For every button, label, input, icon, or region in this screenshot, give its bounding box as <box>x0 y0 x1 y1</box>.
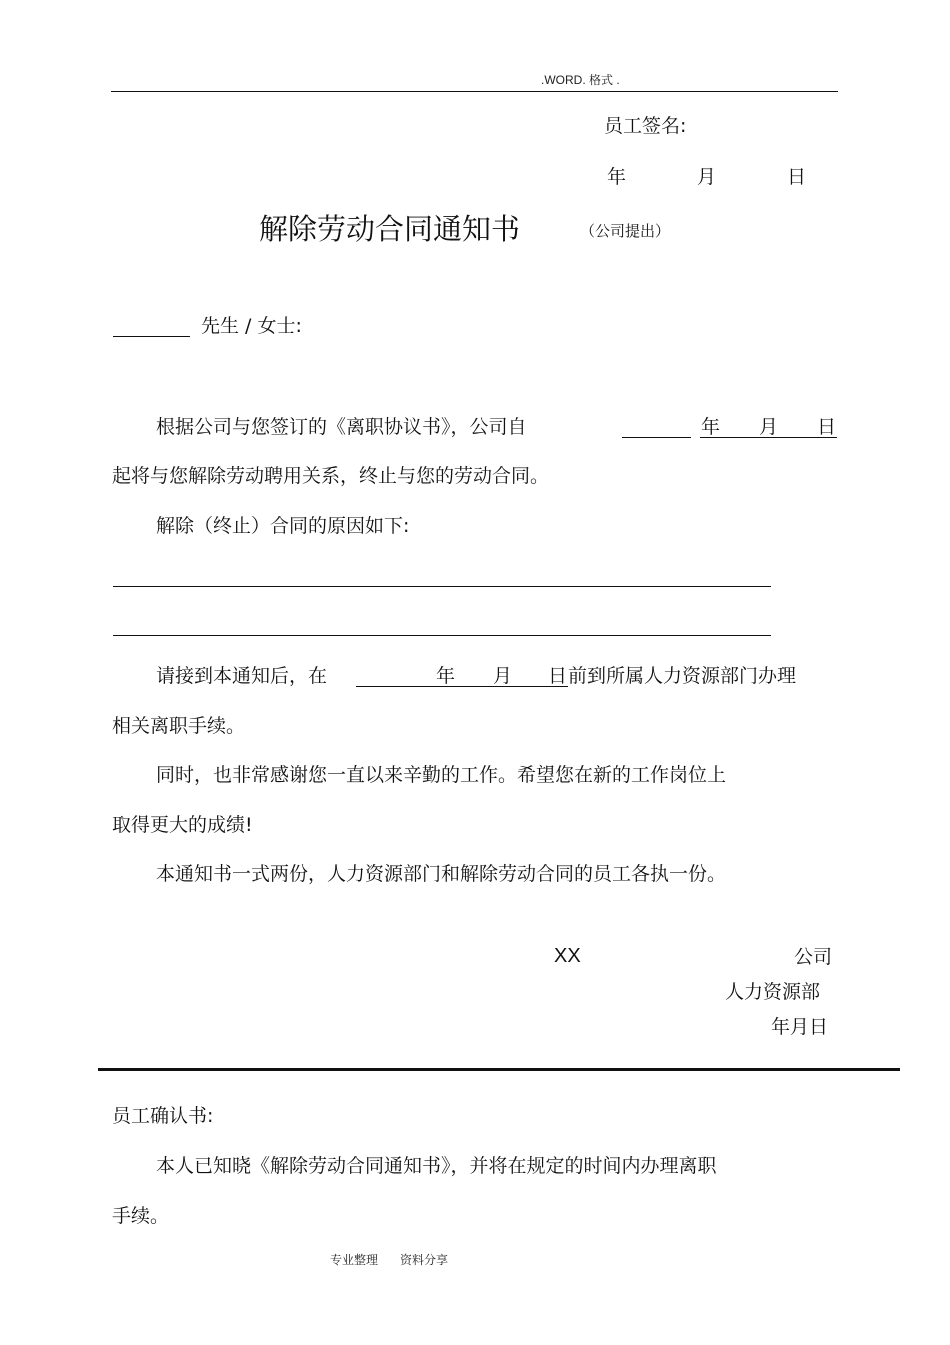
confirmation-line2: 手续。 <box>112 1205 170 1227</box>
signature-year: 年 <box>607 166 627 188</box>
para2-line2: 相关离职手续。 <box>112 715 246 737</box>
salutation: 先生 / 女士: <box>201 315 302 337</box>
company-prefix: XX <box>554 945 581 967</box>
signature-month: 月 <box>697 166 717 188</box>
signature-day: 日 <box>787 166 807 188</box>
header-rule <box>111 91 838 92</box>
header-format-text: .WORD. 格式 . <box>541 73 620 87</box>
para2-day: 日 <box>548 665 568 687</box>
para2-date-underline <box>356 686 568 687</box>
confirmation-line1: 本人已知晓《解除劳动合同通知书》，并将在规定的时间内办理离职 <box>156 1155 717 1177</box>
footer-left: 专业整理 <box>330 1253 379 1267</box>
para1-year-blank <box>622 437 691 438</box>
document-title: 解除劳动合同通知书 <box>259 212 521 246</box>
name-blank <box>113 336 190 337</box>
issuer-date: 年月日 <box>771 1016 829 1038</box>
employee-signature-label: 员工签名: <box>604 115 687 137</box>
company-suffix: 公司 <box>794 946 833 968</box>
para4: 本通知书一式两份，人力资源部门和解除劳动合同的员工各执一份。 <box>156 863 727 885</box>
para1-day: 日 <box>817 416 837 438</box>
section-divider <box>98 1068 900 1071</box>
reason-line-1 <box>113 586 771 587</box>
para1-month: 月 <box>759 416 779 438</box>
confirmation-title: 员工确认书: <box>112 1105 214 1127</box>
para2-month: 月 <box>493 665 513 687</box>
para2-start: 请接到本通知后，在 <box>156 665 328 687</box>
para2-end: 前到所属人力资源部门办理 <box>568 665 797 687</box>
para1-line1: 根据公司与您签订的《离职协议书》，公司自 <box>156 416 527 438</box>
para3-line1: 同时，也非常感谢您一直以来辛勤的工作。希望您在新的工作岗位上 <box>156 764 727 786</box>
footer-right: 资料分享 <box>400 1253 449 1267</box>
para1-year: 年 <box>701 416 721 438</box>
para1-line2: 起将与您解除劳动聘用关系，终止与您的劳动合同。 <box>112 465 550 487</box>
title-note: （公司提出） <box>580 222 671 240</box>
para2-year: 年 <box>436 665 456 687</box>
reason-label: 解除（终止）合同的原因如下: <box>156 515 410 537</box>
issuer-department: 人力资源部 <box>725 981 821 1003</box>
para3-line2: 取得更大的成绩! <box>112 814 253 836</box>
reason-line-2 <box>113 635 771 636</box>
